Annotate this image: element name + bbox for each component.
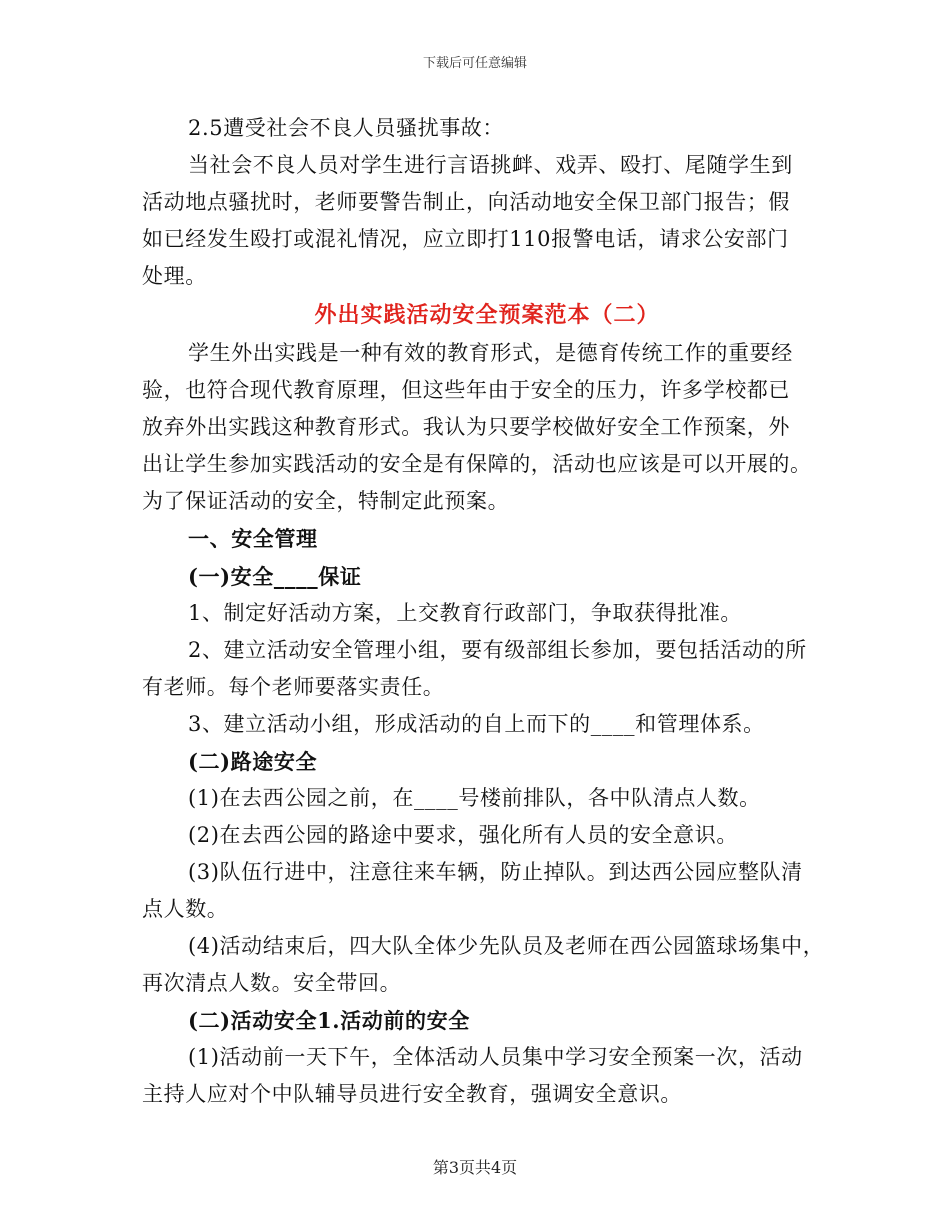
text-line: 3、建立活动小组，形成活动的自上而下的____和管理体系。 [188,712,765,736]
text-line: 活动地点骚扰时，老师要警告制止，向活动地安全保卫部门报告；假 [142,190,790,214]
text-line: (3)队伍行进中，注意往来车辆，防止掉队。到达西公园应整队清 [188,860,803,884]
section-heading: (一)安全____保证 [188,564,362,589]
text-line: 放弃外出实践这种教育形式。我认为只要学校做好安全工作预案，外 [142,415,790,439]
text-line: 当社会不良人员对学生进行言语挑衅、戏弄、殴打、尾随学生到 [188,153,793,177]
page-header: 下载后可任意编辑 [422,56,527,71]
section-heading: (二)路途安全 [188,749,318,774]
text-line: (1)在去西公园之前，在____号楼前排队，各中队清点人数。 [188,786,761,810]
text-line: 2.5遭受社会不良人员骚扰事故： [188,116,504,140]
text-line: (2)在去西公园的路途中要求，强化所有人员的安全意识。 [188,823,738,847]
text-line: 学生外出实践是一种有效的教育形式，是德育传统工作的重要经 [188,341,793,365]
text-line: 如已经发生殴打或混礼情况，应立即打110报警电话，请求公安部门 [142,227,789,251]
document-body [142,110,832,1113]
text-line: 2、建立活动安全管理小组，要有级部组长参加，要包括活动的所 [188,638,807,662]
text-line: (4)活动结束后，四大队全体少先队员及老师在西公园篮球场集中， [188,934,825,958]
text-line: 点人数。 [142,897,229,921]
text-line: (1)活动前一天下午，全体活动人员集中学习安全预案一次，活动 [188,1045,803,1069]
text-line: 主持人应对个中队辅导员进行安全教育，强调安全意识。 [142,1082,682,1106]
section-heading: 一、安全管理 [188,526,318,551]
page-footer: 第3页共4页 [432,1158,518,1177]
section-heading: (二)活动安全1.活动前的安全 [188,1008,470,1033]
text-line: 出让学生参加实践活动的安全是有保障的，活动也应该是可以开展的。 [142,452,812,476]
text-line: 有老师。每个老师要落实责任。 [142,675,445,699]
text-line: 1、制定好活动方案，上交教育行政部门，争取获得批准。 [188,601,742,625]
text-line: 再次清点人数。安全带回。 [142,971,402,995]
text-line: 为了保证活动的安全，特制定此预案。 [142,489,510,513]
section-title: 外出实践活动安全预案范本（二） [314,302,660,328]
text-line: 验，也符合现代教育原理，但这些年由于安全的压力，许多学校都已 [142,378,790,402]
text-line: 处理。 [142,264,207,288]
